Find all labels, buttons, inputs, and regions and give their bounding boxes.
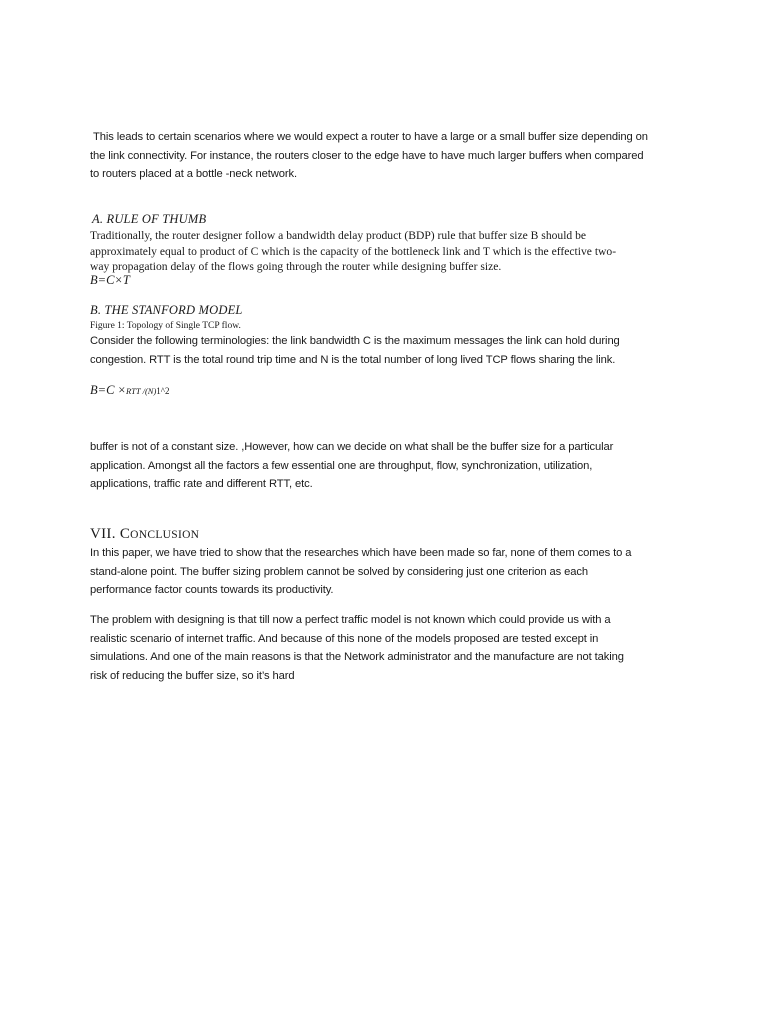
- conclusion-p2-line-1: The problem with designing is that till now a perfect traffic model is not known which could provide us with a: [90, 614, 611, 626]
- formula-main: B=C ×: [90, 383, 126, 397]
- conclusion-p1-line-3: performance factor counts towards its productivity.: [90, 584, 334, 596]
- buffer-paragraph: [90, 438, 680, 494]
- stanford-model-heading: B. THE STANFORD MODEL: [90, 303, 243, 317]
- formula-exponent: 1^2: [156, 386, 170, 396]
- conclusion-p1-line-2: stand-alone point. The buffer sizing problem cannot be solved by considering just one criterion as each: [90, 565, 589, 578]
- conclusion-paragraph-1: [90, 544, 680, 600]
- intro-paragraph: [90, 128, 680, 184]
- conclusion-p2-line-3: simulations. And one of the main reasons is that the Network administrator and the manufacture are not taking: [90, 651, 624, 663]
- conclusion-p2-line-2: realistic scenario of internet traffic. And because of this none of the models proposed are tested except in: [90, 632, 599, 645]
- figure-caption: Figure 1: Topology of Single TCP flow.: [90, 321, 241, 331]
- intro-line-1: This leads to certain scenarios where we would expect a router to have a large or a small buffer size depending on: [93, 131, 648, 143]
- rule-of-thumb-heading: A. RULE OF THUMB: [92, 212, 207, 226]
- stanford-line-2: congestion. RTT is the total round trip time and N is the total number of long lived TCP flows sharing the link.: [90, 353, 616, 366]
- buffer-line-1: buffer is not of a constant size. ,However, how can we decide on what shall be the buffer size for a particular: [90, 441, 614, 453]
- formula-rtt: RTT /(N): [125, 386, 157, 396]
- stanford-formula: [90, 383, 680, 398]
- rule-of-thumb-paragraph: [90, 228, 680, 275]
- conclusion-p1-line-1: In this paper, we have tried to show that the researches which have been made so far, none of them comes to a: [90, 547, 632, 559]
- rule-line-2: approximately equal to product of C which is the capacity of the bottleneck link and T which is the effective two-: [90, 244, 617, 258]
- bdp-formula: B=C×T: [90, 273, 130, 287]
- intro-line-2: the link connectivity. For instance, the routers closer to the edge have to have much larger buffers when compared: [90, 149, 644, 162]
- conclusion-p2-line-4: risk of reducing the buffer size, so it’s hard: [90, 669, 295, 682]
- conclusion-paragraph-2: [90, 611, 680, 685]
- rule-line-3: way propagation delay of the flows going through the router while designing buffer size.: [90, 260, 502, 273]
- conclusion-title-rest: ONCLUSION: [130, 529, 200, 541]
- rule-line-1: Traditionally, the router designer follow a bandwidth delay product (BDP) rule that buffer size B should be: [90, 229, 587, 242]
- buffer-line-3: applications, traffic rate and different RTT, etc.: [90, 478, 313, 490]
- stanford-paragraph: [90, 332, 680, 369]
- conclusion-number: VII. C: [90, 526, 131, 542]
- intro-line-3: to routers placed at a bottle -neck network.: [90, 168, 298, 180]
- conclusion-heading: [90, 526, 680, 543]
- stanford-line-1: Consider the following terminologies: the link bandwidth C is the maximum messages the link can hold during: [90, 335, 620, 347]
- buffer-line-2: application. Amongst all the factors a few essential one are throughput, flow, synchronization, utilization,: [90, 459, 593, 472]
